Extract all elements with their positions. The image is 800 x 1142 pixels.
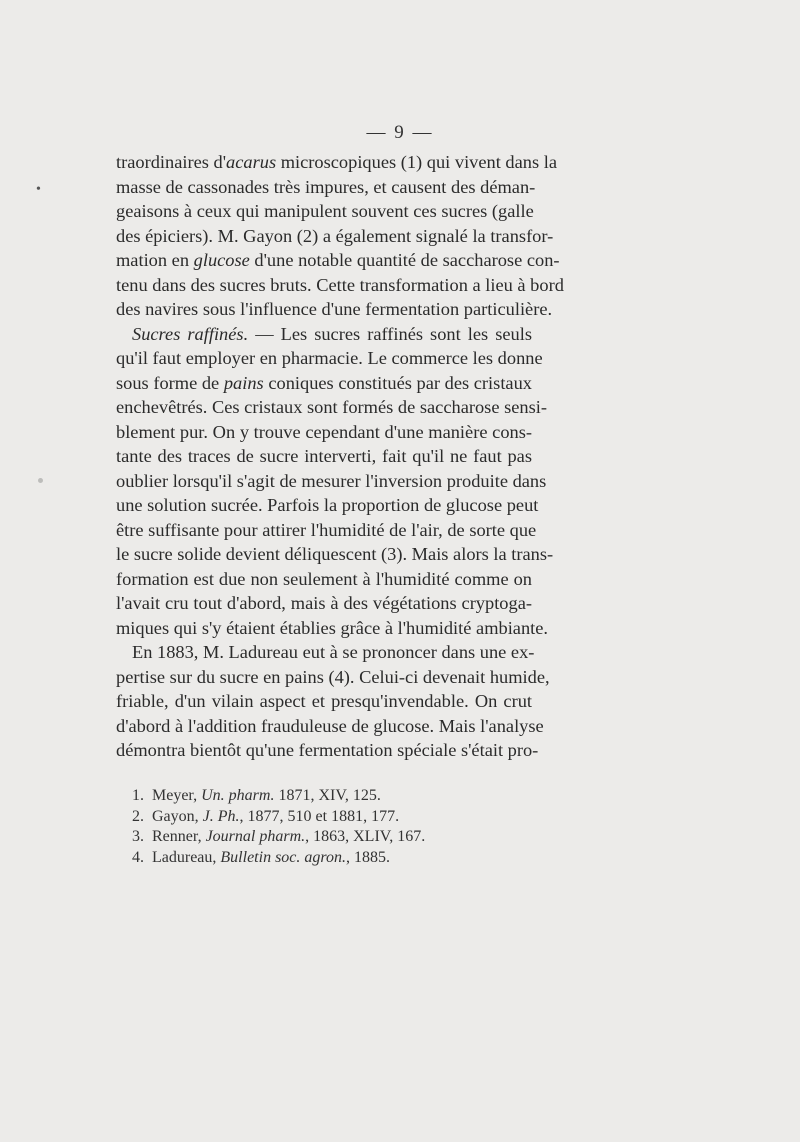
italic-term: pains bbox=[223, 372, 264, 393]
text-run: mation en bbox=[116, 250, 194, 270]
footnote bbox=[132, 786, 532, 807]
text-line: geaisons à ceux qui manipulent souvent ces sucres (galle bbox=[116, 201, 534, 221]
text-run: d'une notable quantité de saccharose con- bbox=[249, 250, 560, 270]
footnote bbox=[132, 848, 532, 869]
text-line: oublier lorsqu'il s'agit de mesurer l'inversion produite dans bbox=[116, 470, 547, 491]
text-line: pertise sur du sucre en pains (4). Celui-ci devenait humide, bbox=[116, 666, 550, 687]
text-run: — Les sucres raffinés sont les seuls bbox=[248, 323, 532, 344]
text-line: En 1883, M. Ladureau eut à se prononcer dans une ex- bbox=[132, 642, 535, 662]
footnote bbox=[132, 807, 532, 828]
text-line: des navires sous l'influence d'une fermentation particulière. bbox=[116, 299, 553, 319]
footnote-detail: 1871, XIV, 125. bbox=[274, 787, 381, 804]
text-line: formation est due non seulement à l'humidité comme on bbox=[116, 568, 532, 589]
paper-speck bbox=[38, 478, 43, 483]
text-line: l'avait cru tout d'abord, mais à des végétations cryptoga- bbox=[116, 593, 532, 613]
footnote-number: 1. bbox=[132, 787, 144, 804]
footnote-detail: , 1877, 510 et 1881, 177. bbox=[239, 807, 400, 825]
footnote-source: Un. pharm. bbox=[201, 787, 275, 804]
footnote-detail: , 1885. bbox=[346, 848, 391, 866]
text-line bbox=[116, 248, 560, 273]
body-text bbox=[116, 150, 564, 763]
text-line: être suffisante pour attirer l'humidité de l'air, de sorte que bbox=[116, 519, 537, 540]
footnote-source: Journal pharm. bbox=[205, 828, 306, 845]
text-line: blement pur. On y trouve cependant d'une manière cons- bbox=[116, 421, 532, 442]
text-run: coniques constitués par des cristaux bbox=[263, 372, 532, 393]
page-number: — 9 — bbox=[366, 122, 434, 143]
footnote-author: Gayon, bbox=[152, 807, 203, 825]
text-line: des épiciers). M. Gayon (2) a également signalé la transfor- bbox=[116, 225, 554, 246]
footnote-number: 2. bbox=[132, 807, 144, 825]
footnotes bbox=[132, 786, 532, 868]
text-run: sous forme de bbox=[116, 372, 224, 393]
italic-term: glucose bbox=[193, 250, 250, 270]
text-line: d'abord à l'addition frauduleuse de glucose. Mais l'analyse bbox=[116, 715, 544, 736]
footnote-source: Bulletin soc. agron. bbox=[220, 848, 347, 866]
text-line: enchevêtrés. Ces cristaux sont formés de saccharose sensi- bbox=[116, 397, 548, 417]
text-line bbox=[116, 150, 558, 175]
footnote bbox=[132, 827, 532, 848]
text-run: microscopiques (1) qui vivent dans la bbox=[276, 152, 558, 172]
text-line: tenu dans des sucres bruts. Cette transformation a lieu à bord bbox=[116, 274, 564, 295]
text-line: friable, d'un vilain aspect et presqu'invendable. On crut bbox=[116, 691, 532, 711]
footnote-number: 3. bbox=[132, 828, 144, 845]
section-heading: Sucres raffinés. bbox=[132, 323, 249, 344]
footnote-number: 4. bbox=[132, 848, 144, 866]
italic-term: acarus bbox=[226, 152, 277, 172]
text-line: démontra bientôt qu'une fermentation spéciale s'était pro- bbox=[116, 740, 539, 760]
footnote-detail: , 1863, XLIV, 167. bbox=[305, 828, 426, 845]
text-line: masse de cassonades très impures, et causent des déman- bbox=[116, 176, 536, 197]
text-line: qu'il faut employer en pharmacie. Le commerce les donne bbox=[116, 348, 543, 368]
text-line: tante des traces de sucre interverti, fait qu'il ne faut pas bbox=[116, 446, 532, 466]
text-run: traordinaires d' bbox=[116, 152, 227, 172]
text-line bbox=[116, 371, 532, 396]
footnote-author: Renner, bbox=[152, 828, 206, 845]
text-line: une solution sucrée. Parfois la proportion de glucose peut bbox=[116, 495, 539, 515]
footnote-author: Ladureau, bbox=[152, 848, 221, 866]
footnote-author: Meyer, bbox=[152, 787, 202, 804]
margin-mark: • bbox=[36, 182, 41, 197]
text-line: le sucre solide devient déliquescent (3). Mais alors la trans- bbox=[116, 544, 554, 564]
text-line: miques qui s'y étaient établies grâce à l'humidité ambiante. bbox=[116, 617, 549, 638]
text-line bbox=[116, 322, 532, 347]
footnote-source: J. Ph. bbox=[202, 807, 240, 825]
